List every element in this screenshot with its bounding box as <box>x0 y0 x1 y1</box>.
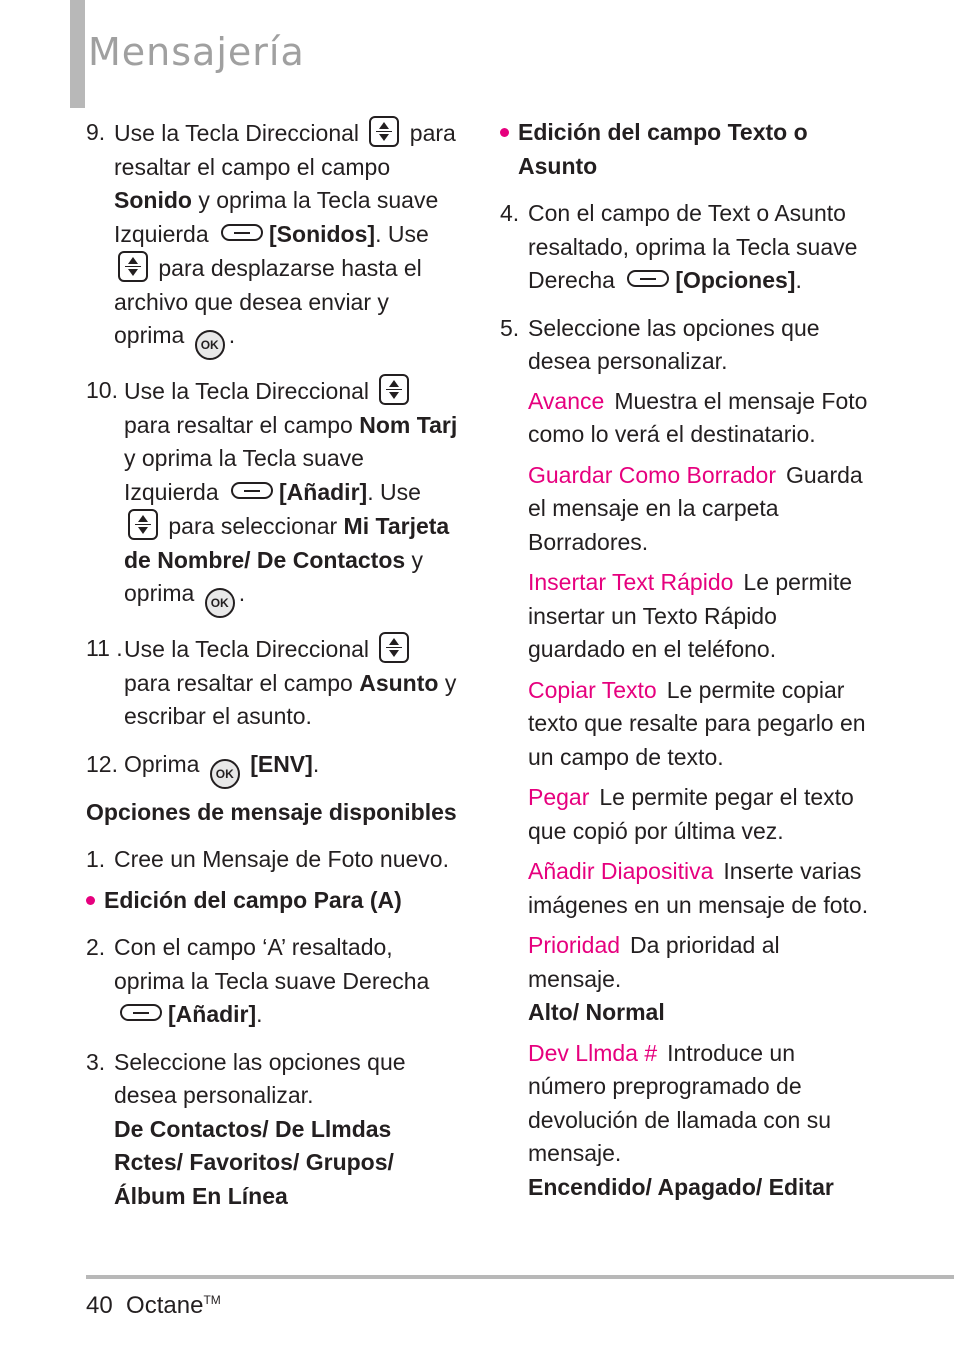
navigation-key-icon <box>379 632 409 663</box>
option-item <box>500 1037 870 1205</box>
soft-key-left-icon <box>221 224 263 241</box>
footer-rule <box>86 1275 954 1279</box>
ok-key-icon: OK <box>210 759 240 789</box>
option-item <box>500 855 870 922</box>
option-values: Encendido/ Apagado/ Editar <box>528 1173 834 1200</box>
navigation-key-icon <box>369 116 399 147</box>
soft-key-left-icon <box>231 482 273 499</box>
option-term: Guardar Como Borrador <box>528 461 776 488</box>
option-term: Pegar <box>528 784 590 810</box>
option-description: Le permite insertar un Texto Rápido guardado en el teléfono. <box>528 569 853 662</box>
option-description: Da prioridad al mensaje. <box>528 932 780 992</box>
option-term: Insertar Text Rápido <box>528 569 734 595</box>
option-description: Le permite pegar el texto que copió por última vez. <box>528 784 854 844</box>
option-description: Inserte varias imágenes en un mensaje de foto. <box>528 858 869 918</box>
option-description: Introduce un número preprogramado de devolución de llamada con su mensaje. <box>528 1039 832 1166</box>
navigation-key-icon <box>128 509 158 540</box>
option-item <box>500 459 870 560</box>
footer <box>86 1292 221 1320</box>
step-10: 10. Use la Tecla Direccional para resaltar el campo Nom Tarj y oprima la Tecla suave Izquierda [Añadir]. Use para seleccionar Mi Tarjeta de Nombre/ De Contactos y oprima OK . <box>86 374 458 618</box>
ok-key-icon: OK <box>205 588 235 618</box>
option-description: Guarda el mensaje en la carpeta Borradores. <box>528 461 863 555</box>
option-values: Alto/ Normal <box>528 999 665 1025</box>
ok-key-icon: OK <box>195 330 225 360</box>
option-description: Le permite copiar texto que resalte para pegarlo en un campo de texto. <box>528 676 866 770</box>
left-column <box>86 116 458 1213</box>
option-term: Prioridad <box>528 932 621 958</box>
bullet-texto-heading: Edición del campo Texto o Asunto <box>500 116 870 183</box>
soft-key-right-icon <box>120 1004 162 1021</box>
option-item <box>500 781 870 848</box>
header-bar <box>70 0 85 108</box>
option-term: Avance <box>528 387 605 414</box>
soft-key-right-icon <box>627 270 669 287</box>
bullet-icon <box>500 128 509 137</box>
step-5: 5. Seleccione las opciones que desea personalizar. <box>500 314 820 374</box>
product-name: Octane <box>126 1292 204 1319</box>
page-title: Mensajería <box>88 30 305 74</box>
option-term: Dev Llmda # <box>528 1039 658 1066</box>
step-11: 11 . Use la Tecla Direccional para resaltar el campo Asunto y escribar el asunto. <box>86 632 458 734</box>
bullet-para-heading: Edición del campo Para (A) <box>86 884 458 918</box>
option-term: Copiar Texto <box>528 676 657 703</box>
right-column <box>500 116 870 1204</box>
option-term: Añadir Diapositiva <box>528 858 714 884</box>
step-9: 9. Use la Tecla Direccional para resaltar el campo el campo Sonido y oprima la Tecla suave Izquierda [Sonidos]. Use para desplazarse hasta el archivo que desea enviar y oprima OK . <box>86 116 458 360</box>
navigation-key-icon <box>379 374 409 405</box>
option-item <box>500 674 870 775</box>
step-1: 1. Cree un Mensaje de Foto nuevo. <box>86 846 449 872</box>
option-description: Muestra el mensaje Foto como lo verá el destinatario. <box>528 387 868 447</box>
trademark: TM <box>203 1293 221 1307</box>
step-4: 4. Con el campo de Text o Asunto resaltado, oprima la Tecla suave Derecha [Opciones]. <box>500 200 858 293</box>
option-item <box>500 385 870 452</box>
step-3: 3. Seleccione las opciones que desea personalizar. De Contactos/ De Llmdas Rctes/ Favoritos/ Grupos/ Álbum En Línea <box>86 1048 406 1209</box>
step-2: 2. Con el campo ‘A’ resaltado, oprima la Tecla suave Derecha [Añadir]. <box>86 934 430 1027</box>
page-number: 40 <box>86 1292 113 1319</box>
navigation-key-icon <box>118 251 148 282</box>
step-12: 12. Oprima OK [ENV]. <box>86 748 458 789</box>
options-list <box>500 385 870 1205</box>
option-item <box>500 929 870 1030</box>
options-heading: Opciones de mensaje disponibles <box>86 798 457 825</box>
option-item <box>500 566 870 667</box>
bullet-icon <box>86 896 95 905</box>
